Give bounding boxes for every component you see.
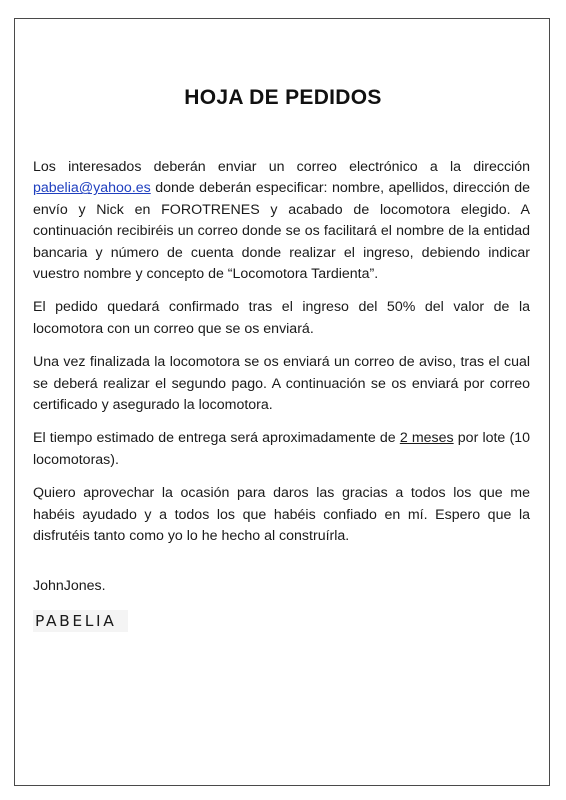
email-link[interactable]: pabelia@yahoo.es (33, 180, 151, 197)
paragraph-confirmation: El pedido quedará confirmado tras el ingreso del 50% del valor de la locomotora con un correo que se os enviará. (33, 299, 530, 337)
paragraph-ordering-instructions (33, 157, 530, 285)
paragraph-text: Los interesados deberán enviar un correo electrónico a la dirección (33, 159, 530, 175)
paragraph-text: El tiempo estimado de entrega será aproximadamente de (33, 430, 400, 447)
signature: JohnJones. (33, 578, 106, 594)
paragraph-thanks: Quiero aprovechar la ocasión para daros las gracias a todos los que me habéis ayudado y a todos los que habéis confiado en mí. Espero que la disfrutéis tanto como yo lo he hecho al construírla. (33, 485, 530, 545)
paragraph-text: por lote (10 locomotoras). (33, 430, 530, 468)
paragraph-delivery-time (33, 428, 530, 471)
document-body (33, 157, 530, 560)
page-title: HOJA DE PEDIDOS (184, 86, 382, 109)
paragraph-payment: Una vez finalizada la locomotora se os enviará un correo de aviso, tras el cual se deberá realizar el segundo pago. A continuación se os enviará por correo certificado y asegurado la locomotora. (33, 354, 530, 414)
paragraph-text: donde deberán especificar: nombre, apellidos, dirección de envío y Nick en FOROTRENES y acabado de locomotora elegido. A continuación recibiréis un correo donde se os facilitará el nombre de la entidad bancaria y número de cuenta donde realizar el ingreso, debiendo indicar vuestro nombre y concepto de “Locomotora Tardienta”. (33, 180, 530, 283)
delivery-time-highlight: 2 meses (399, 430, 454, 447)
logo-text: PABELIA (35, 612, 117, 630)
brand-logo (33, 610, 128, 632)
